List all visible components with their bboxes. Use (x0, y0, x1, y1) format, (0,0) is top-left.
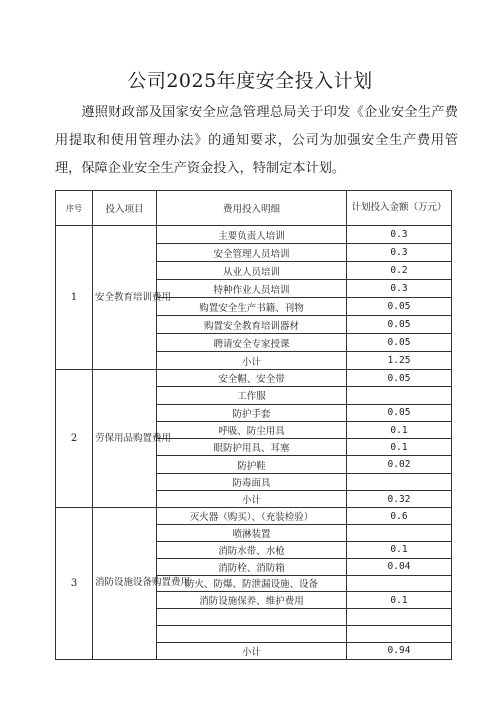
header-amount: 计划投入金额（万元） (347, 191, 452, 226)
planned-amount: 0.05 (347, 316, 452, 334)
expense-detail: 消防栓、消防箱 (157, 558, 347, 575)
expense-detail: 消防设施保养、维护费用 (157, 592, 347, 609)
expense-detail: 购置安全生产书籍、刊物 (157, 298, 347, 316)
expense-detail: 安全帽、安全带 (157, 370, 347, 387)
planned-amount: 0.02 (347, 456, 452, 473)
planned-amount: 0.05 (347, 370, 452, 387)
planned-amount: 0.05 (347, 334, 452, 352)
planned-amount (347, 525, 452, 542)
expense-detail: 主要负责人培训 (157, 226, 347, 244)
header-item: 投入项目 (93, 191, 157, 226)
planned-amount (347, 473, 452, 490)
safety-investment-table (55, 190, 452, 660)
expense-detail (157, 609, 347, 626)
expense-detail: 特种作业人员培训 (157, 280, 347, 298)
expense-detail: 工作服 (157, 387, 347, 404)
subtotal-amount: 0.32 (347, 491, 452, 508)
planned-amount: 0.1 (347, 421, 452, 438)
subtotal-amount: 1.25 (347, 352, 452, 370)
planned-amount (347, 575, 452, 592)
document-title: 公司2025年度安全投入计划 (127, 70, 373, 92)
group-name: 安全教育培训费用 (93, 226, 157, 370)
expense-detail: 防护鞋 (157, 456, 347, 473)
expense-detail: 购置安全教育培训器材 (157, 316, 347, 334)
expense-detail: 从业人员培训 (157, 262, 347, 280)
subtotal-label: 小计 (157, 642, 347, 659)
group-index: 2 (56, 370, 93, 508)
subtotal-amount: 0.94 (347, 642, 452, 659)
expense-detail: 防护手套 (157, 404, 347, 421)
expense-detail: 消防水带、水枪 (157, 541, 347, 558)
planned-amount: 0.1 (347, 592, 452, 609)
intro-paragraph (55, 99, 458, 183)
intro-text: 遵照财政部及国家安全应急管理总局关于印发《企业安全生产费用提取和使用管理办法》的通知要求，公司为加强安全生产费用管理，保障企业安全生产资金投入，特制定本计划。 (55, 105, 458, 176)
expense-detail: 灭火器（购买）、（充装检验） (157, 508, 347, 525)
header-index: 序号 (56, 191, 93, 226)
group-name: 劳保用品购置费用 (93, 370, 157, 508)
planned-amount: 0.1 (347, 541, 452, 558)
table-body (56, 191, 452, 660)
expense-detail: 喷淋装置 (157, 525, 347, 542)
planned-amount: 0.3 (347, 226, 452, 244)
header-detail: 费用投入明细 (157, 191, 347, 226)
planned-amount: 0.1 (347, 439, 452, 456)
planned-amount: 0.6 (347, 508, 452, 525)
planned-amount (347, 625, 452, 642)
expense-detail: 防毒面具 (157, 473, 347, 490)
planned-amount: 0.05 (347, 298, 452, 316)
expense-detail: 聘请安全专家授课 (157, 334, 347, 352)
planned-amount (347, 609, 452, 626)
expense-detail: 呼吸、防尘用具 (157, 421, 347, 438)
table-header-row (56, 191, 452, 226)
group-index: 1 (56, 226, 93, 370)
expense-detail: 安全管理人员培训 (157, 244, 347, 262)
planned-amount (347, 387, 452, 404)
table-row (56, 226, 452, 244)
subtotal-label: 小计 (157, 352, 347, 370)
expense-detail (157, 625, 347, 642)
group-name: 消防设施设备购置费用 (93, 508, 157, 659)
subtotal-label: 小计 (157, 491, 347, 508)
planned-amount: 0.05 (347, 404, 452, 421)
expense-detail: 眼防护用具、耳塞 (157, 439, 347, 456)
planned-amount: 0.3 (347, 280, 452, 298)
table-row (56, 508, 452, 525)
table-row (56, 370, 452, 387)
planned-amount: 0.3 (347, 244, 452, 262)
group-index: 3 (56, 508, 93, 659)
planned-amount: 0.04 (347, 558, 452, 575)
expense-detail: 防火、防爆、防泄漏设施、设备 (157, 575, 347, 592)
planned-amount: 0.2 (347, 262, 452, 280)
